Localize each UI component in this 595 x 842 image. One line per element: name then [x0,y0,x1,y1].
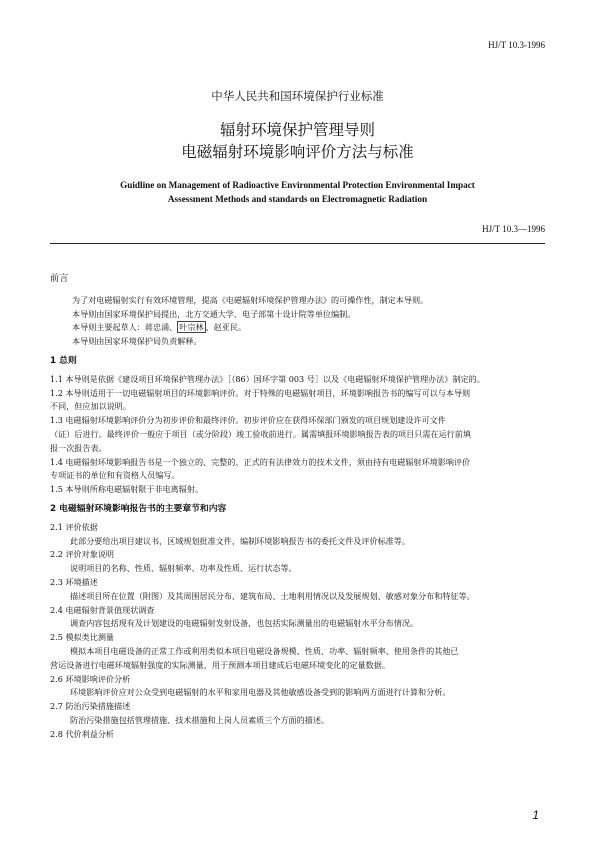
para-1-4a: 1.4 电磁辐射环境影响报告书是一个独立的、完整的、正式的有法律效力的技术文件，须由持有电磁辐射环境影响评价 [50,456,471,467]
subsection-2-4-body: 调查内容包括现有及计划建设的电磁辐射发射设备，也包括实际测量出的电磁辐射水平分布情况。 [70,618,419,629]
english-title-line-2: Assessment Methods and standards on Electromagnetic Radiation [167,194,428,204]
subsection-2-3-title: 2.3 环境描述 [50,576,98,587]
preface-heading: 前言 [50,273,69,284]
para-1-5: 1.5 本导则所称电磁辐射限于非电离辐射。 [50,484,204,495]
sector-line: 中华人民共和国环境保护行业标准 [211,89,384,103]
subsection-2-6-body: 环境影响评价应对公众受到电磁辐射的水平和家用电器及其他敏感设备受到的影响两方面进行计算和分析。 [70,687,451,698]
subsection-2-3-body: 描述项目所在位置（附图）及其周围居民分布、建筑布局、土地利用情况以及发展规划、敏感对象分布和特征等。 [70,590,475,601]
preface-line-4: 本导则由国家环境保护局负责解释。 [72,336,202,347]
title-line-2: 电磁辐射环境影响评价方法与标准 [181,143,414,161]
preface-line-3-before: 本导则主要起草人：蒋忠涌、 [72,322,178,333]
subsection-2-1-body: 此部分要给出项目建议书，区域规划批准文件，编制环境影响报告书的委托文件及评价标准等。 [70,535,410,546]
preface-line-2: 本导则由国家环境保护局提出，北方交通大学、电子部第十设计院等单位编制。 [72,308,356,319]
subsection-2-2-title: 2.2 评价对象说明 [50,549,115,560]
subsection-2-6-title: 2.6 环境影响评价分析 [50,673,131,684]
preface-line-1: 为了对电磁辐射实行有效环境管理，提高《电磁辐射环境保护管理办法》的可操作性，制定本导则。 [72,294,429,305]
subsection-2-1-title: 2.1 评价依据 [50,521,98,532]
section-1-heading: 1 总则 [50,355,77,366]
english-title-line-1: Guidline on Management of Radioactive Environmental Protection Environmental Impact [120,180,475,190]
subsection-2-5-body-b: 营运设备进行电磁环境辐射强度的实际测量，用于预测本项目建成后电磁环境变化的定量数据。 [50,659,390,670]
subsection-2-5-body-a: 模拟本项目电磁设备的正常工作或利用类似本项目电磁设备规模、性质、功率、辐射频率、使用条件的其他已 [70,645,459,656]
highlighted-name: 叶宗林 [179,322,204,333]
subsection-2-7-title: 2.7 防治污染措施描述 [50,701,131,712]
section-2-heading: 2 电磁辐射环境影响报告书的主要章节和内容 [50,503,227,514]
title-line-1: 辐射环境保护管理导则 [219,121,375,139]
para-1-2b: 不同，但应加以说明。 [50,401,131,412]
standard-code-top: HJ/T 10.3-1996 [488,40,545,50]
standard-code-right: HJ/T 10.3—1996 [482,224,545,234]
preface-line-3-after: 、赵亚民。 [205,322,247,333]
page-number: 1 [532,808,539,822]
content-body [50,272,545,742]
header-rule [50,243,545,244]
para-1-2a: 1.2 本导则适用于一切电磁辐射项目的环境影响评价。对于特殊的电磁辐射项目，环境影响报告书的编写可以与本导则 [50,387,471,398]
subsection-2-4-title: 2.4 电磁辐射背景值现状调查 [50,604,155,615]
para-1-3a: 1.3 电磁辐射环境影响评价分为初步评价和最终评价。初步评价应在获得环保部门颁发的项目规划建设许可文件 [50,415,446,426]
para-1-3b: （证）后进行。最终评价一般应于项目（或分阶段）竣工验收前进行。属需填报环境影响报告表的项目只需在运行前填 [50,428,471,439]
para-1-1: 1.1 本导则是依据《建设项目环境保护管理办法》［（86）国环字第 003 号］以及《电磁辐射环境保护管理办法》制定的。 [50,373,485,384]
subsection-2-5-title: 2.5 模拟类比测量 [50,632,115,643]
para-1-4b: 专项证书的单位和有资格人员编写。 [50,470,180,481]
subsection-2-7-body: 防治污染措施包括管理措施、技术措施和上岗人员素质三个方面的描述。 [70,714,330,725]
preface-line-3 [50,321,545,335]
subsection-2-8-title: 2.8 代价利益分析 [50,728,115,739]
subsection-2-2-body: 说明项目的名称、性质、辐射频率、功率及性质、运行状态等。 [70,563,297,574]
para-1-3c: 报一次报告表。 [50,442,107,453]
